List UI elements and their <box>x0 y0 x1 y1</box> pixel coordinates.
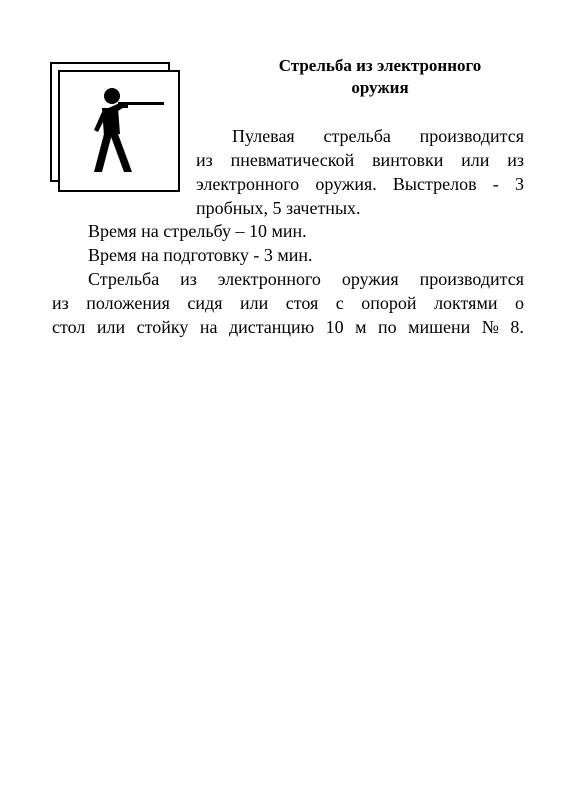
word: стоя <box>285 293 319 313</box>
word: сидя <box>187 293 223 313</box>
word: дистанцию <box>228 317 315 337</box>
time-shooting-text: Время на стрельбу – 10 мин. <box>88 221 307 241</box>
word: опорой <box>361 293 417 313</box>
word: винтовки <box>372 150 444 170</box>
paragraph-electronic-line-2 <box>52 291 524 315</box>
shooter-with-rifle-icon <box>60 72 178 190</box>
word: мишени <box>408 317 471 337</box>
paragraph-rules-line-3 <box>196 172 524 196</box>
word: из <box>180 269 197 289</box>
word: из <box>196 150 213 170</box>
word: электронного <box>217 269 321 289</box>
paragraph-electronic-line-1 <box>52 267 524 291</box>
word: локтями <box>434 293 498 313</box>
word: на <box>199 317 218 337</box>
paragraph-rules <box>196 124 524 220</box>
word: или <box>461 150 490 170</box>
word: оружия. <box>315 174 377 194</box>
time-preparation <box>88 243 528 267</box>
pictogram-frame-front <box>58 70 180 192</box>
word: № <box>481 317 499 337</box>
word: - <box>492 174 499 194</box>
word: Выстрелов <box>392 174 477 194</box>
word: стойку <box>136 317 189 337</box>
word: из <box>507 150 524 170</box>
word: или <box>239 293 269 313</box>
word: положения <box>86 293 170 313</box>
title-line-1: Стрельба из электронного <box>278 56 482 75</box>
word: о <box>514 293 524 313</box>
paragraph-rules-line-2 <box>196 148 524 172</box>
page-title <box>230 55 530 99</box>
word: стол <box>52 317 86 337</box>
paragraph-electronic-line-3 <box>52 315 524 339</box>
word: 3 <box>514 174 524 194</box>
word: стрельба <box>323 126 391 146</box>
paragraph-electronic <box>52 267 524 339</box>
word: из <box>52 293 69 313</box>
word: Стрельба <box>88 269 160 289</box>
word: м <box>355 317 367 337</box>
word: производится <box>419 269 524 289</box>
paragraph-rules-line-4: пробных, 5 зачетных. <box>196 198 361 218</box>
word: по <box>377 317 397 337</box>
time-preparation-text: Время на подготовку - 3 мин. <box>88 245 313 265</box>
word: пневматической <box>230 150 355 170</box>
word: или <box>96 317 126 337</box>
pictogram <box>50 62 182 194</box>
word: производится <box>419 126 524 146</box>
word: электронного <box>196 174 300 194</box>
word: с <box>335 293 344 313</box>
word: оружия <box>341 269 399 289</box>
word: 10 <box>325 317 344 337</box>
word: 8. <box>510 317 524 337</box>
time-shooting <box>88 219 528 243</box>
word: Пулевая <box>232 126 295 146</box>
paragraph-rules-line-1 <box>196 124 524 148</box>
title-line-2: оружия <box>351 78 409 97</box>
